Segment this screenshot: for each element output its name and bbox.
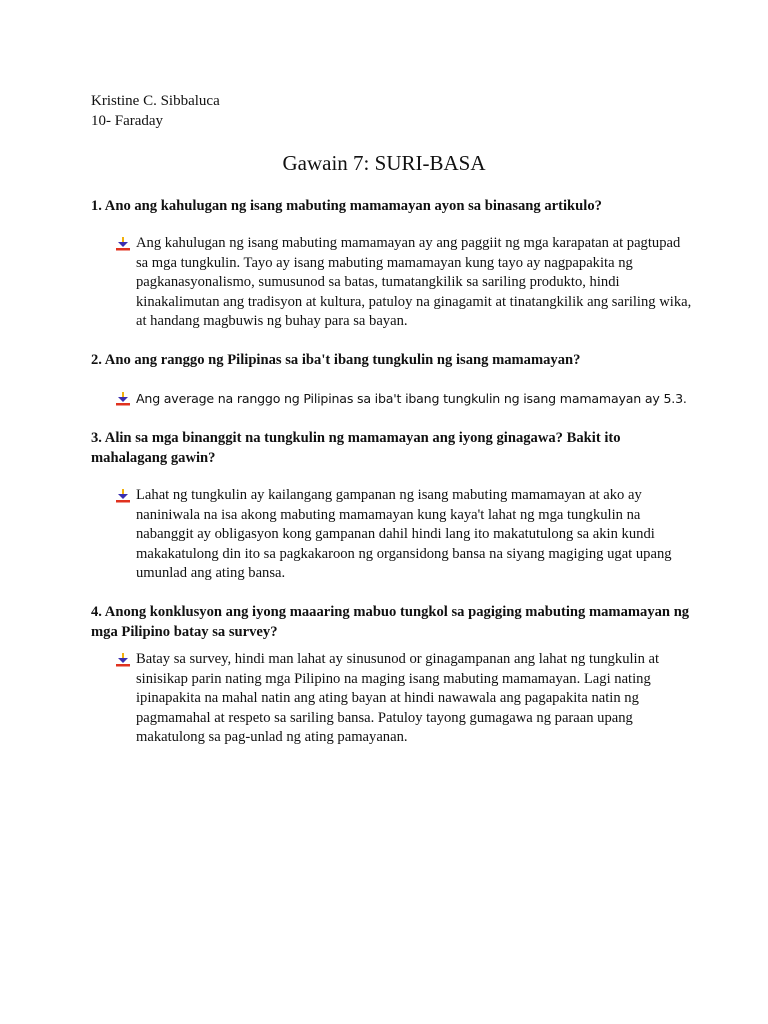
arrow-bullet-icon [116, 237, 130, 251]
arrow-bullet-icon [116, 489, 130, 503]
answer-2-text: Ang average na ranggo ng Pilipinas sa iba't ibang tungkulin ng isang mamamayan ay 5.3. [136, 391, 687, 406]
answer-4-text: Batay sa survey, hindi man lahat ay sinusunod or ginagampanan ang lahat ng tungkulin at sinisikap parin nating mga Pilipino na maging isang mabuting mamamayan. Lagi nating ipinapakita na mahal natin ang ating bayan at hindi nawawala ang pagapakita natin ng pagmamahal at respeto sa sariling bansa. Patuloy tayong gumagawa ng paraan upang makatulong sa pag-unlad ng ating pamayanan. [136, 651, 660, 746]
question-3: 3. Alin sa mga binanggit na tungkulin ng mamamayan ang iyong ginagawa? Bakit ito mahalagang gawin? [91, 430, 621, 466]
arrow-bullet-icon [116, 392, 130, 406]
answer-2 [116, 389, 696, 409]
answer-1-text: Ang kahulugan ng isang mabuting mamamayan ay ang paggiit ng mga karapatan at pagtupad sa mga tungkulin. Tayo ay isang mabuting mamamayan kung tayo ay nagpapakita ng pagkanasyonalismo, sumusunod sa batas, tumatangkilik sa sariling produkto, hindi kinakalimutan ang tradisyon at kultura, patuloy na ginagamit at tinatangkilik ang sariling wika, at handang magbuwis ng buhay para sa bayan. [136, 235, 692, 330]
page-title: Gawain 7: SURI-BASA [282, 151, 486, 175]
answer-4 [116, 650, 696, 748]
question-1: 1. Ano ang kahulugan ng isang mabuting mamamayan ayon sa binasang artikulo? [91, 198, 602, 214]
question-4: 4. Anong konklusyon ang iyong maaaring mabuo tungkol sa pagiging mabuting mamamayan ng mga Pilipino batay sa survey? [91, 604, 690, 640]
author-name: Kristine C. Sibbaluca [91, 93, 220, 109]
author-block [91, 91, 220, 131]
answer-3-text: Lahat ng tungkulin ay kailangang gampanan ng isang mabuting mamamayan at ako ay naniniwala na isa akong mabuting mamamayan kung kaya't lahat ng mga tungkulin na nabanggit ay obligasyon kong gampanan dahil hindi lang ito makatutulong sa akin kundi makakatulong din ito sa pagkakaroon ng organsidong bansa na siyang magiging ugat upang umunlad ang ating bansa. [136, 487, 672, 582]
question-2: 2. Ano ang ranggo ng Pilipinas sa iba't ibang tungkulin ng isang mamamayan? [91, 352, 581, 368]
answer-1 [116, 234, 696, 332]
class-section: 10- Faraday [91, 113, 164, 129]
arrow-bullet-icon [116, 653, 130, 667]
answer-3 [116, 486, 696, 584]
